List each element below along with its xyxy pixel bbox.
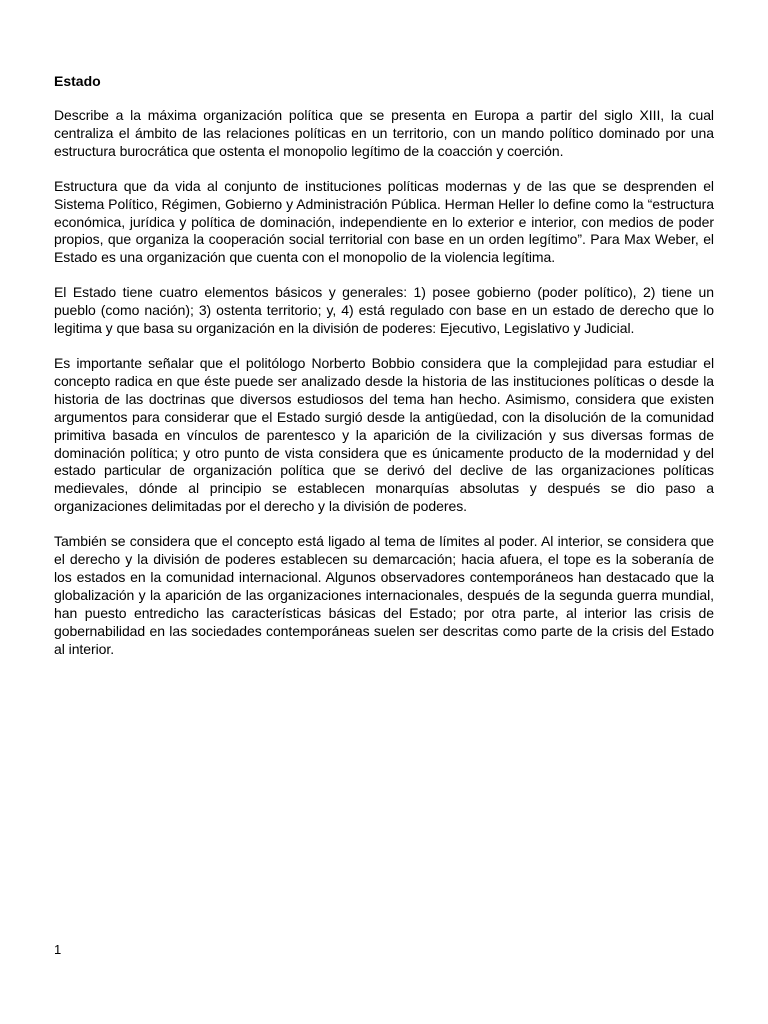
- document-body: [54, 72, 714, 675]
- page-number: 1: [54, 942, 62, 957]
- paragraph-limits: También se considera que el concepto está ligado al tema de límites al poder. Al interior, se considera que el derecho y la división de poderes establecen su demarcación; hacia afuera, el tope es la soberanía de los estados en la comunidad internacional. Algunos observadores contemporáneos han destacado que la globalización y la aparición de las organizaciones internacionales, después de la segunda guerra mundial, han puesto entredicho las características básicas del Estado; por otra parte, al interior las crisis de gobernabilidad en las sociedades contemporáneas suelen ser descritas como parte de la crisis del Estado al interior.: [54, 533, 714, 657]
- paragraph-elements: El Estado tiene cuatro elementos básicos y generales: 1) posee gobierno (poder político), 2) tiene un pueblo (como nación); 3) ostenta territorio; y, 4) está regulado con base en un estado de derecho que lo legitima y que basa su organización en la división de poderes: Ejecutivo, Legislativo y Judicial.: [54, 284, 714, 337]
- paragraph-structure: Estructura que da vida al conjunto de instituciones políticas modernas y de las que se desprenden el Sistema Político, Régimen, Gobierno y Administración Pública. Herman Heller lo define como la “estructura económica, jurídica y política de dominación, independiente en lo exterior e interior, con medios de poder propios, que organiza la cooperación social territorial con base en un orden legítimo”. Para Max Weber, el Estado es una organización que cuenta con el monopolio de la violencia legítima.: [54, 177, 714, 266]
- document-title: Estado: [54, 73, 101, 89]
- paragraph-definition: Describe a la máxima organización política que se presenta en Europa a partir del siglo XIII, la cual centraliza el ámbito de las relaciones políticas en un territorio, con un mando político dominado por una estructura burocrática que ostenta el monopolio legítimo de la coacción y coerción.: [54, 107, 714, 159]
- paragraph-bobbio: Es importante señalar que el politólogo Norberto Bobbio considera que la complejidad para estudiar el concepto radica en que éste puede ser analizado desde la historia de las instituciones políticas o desde la historia de las doctrinas que diversos estudiosos del tema han hecho. Asimismo, considera que existen argumentos para considerar que el Estado surgió desde la antigüedad, con la disolución de la comunidad primitiva basada en vínculos de parentesco y la aparición de la civilización y sus diversas formas de dominación política; y otro punto de vista considera que es únicamente producto de la modernidad y del estado particular de organización política que se derivó del declive de las organizaciones políticas medievales, dónde al principio se establecen monarquías absolutas y después se dio paso a organizaciones delimitadas por el derecho y la división de poderes.: [54, 354, 714, 515]
